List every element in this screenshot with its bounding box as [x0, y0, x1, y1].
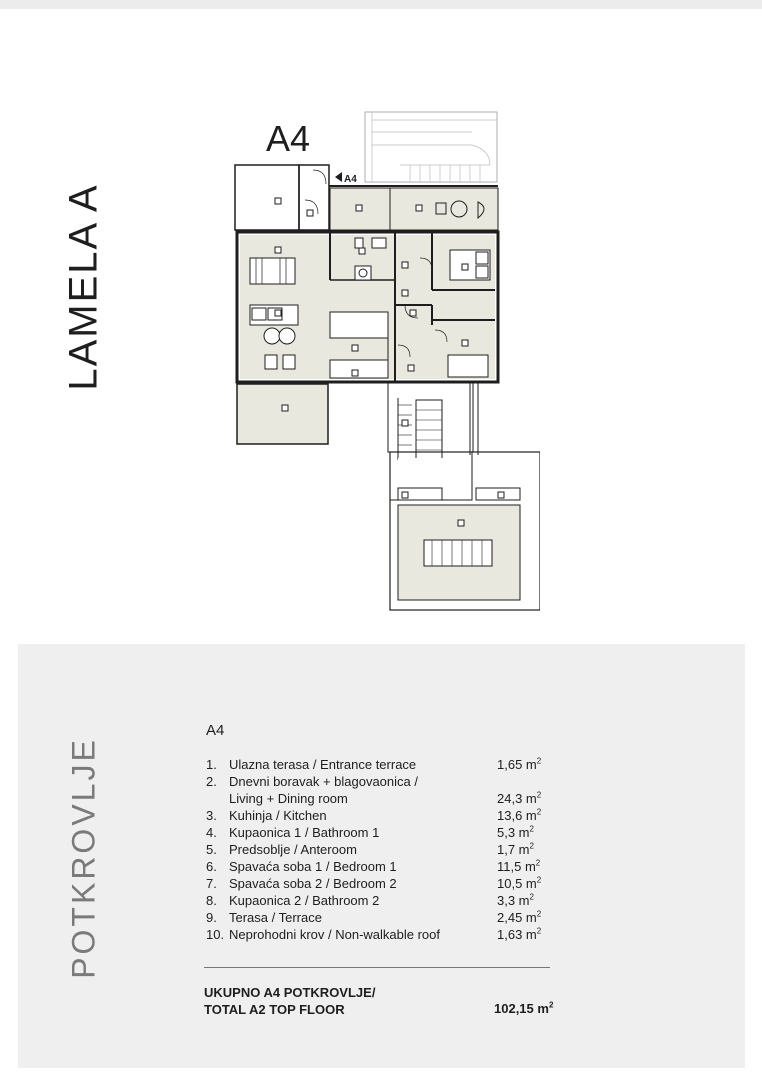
room-item — [206, 892, 566, 909]
floor-plan — [220, 108, 540, 613]
room-area: 3,3 $m^2$ — [497, 892, 534, 908]
room-area: 10,5 $m^2$ — [497, 875, 542, 891]
room-name: Predsoblje / Anteroom — [229, 842, 357, 857]
room-name: Dnevni boravak + blagovaonica / Living + Dining room — [229, 774, 418, 806]
lamela-title: LAMELA A — [61, 183, 106, 391]
top-bar — [0, 0, 762, 9]
room-number: 1. — [206, 757, 217, 772]
room-area: 24,3 $m^2$ — [497, 790, 542, 806]
room-number: 5. — [206, 842, 217, 857]
room-item — [206, 858, 566, 875]
room-item — [206, 773, 566, 807]
room-item — [206, 875, 566, 892]
room-area: 13,6 $m^2$ — [497, 807, 542, 823]
room-name: Neprohodni krov / Non-walkable roof — [229, 927, 440, 942]
room-area: 1,63 $m^2$ — [497, 926, 542, 942]
room-item — [206, 807, 566, 824]
room-item — [206, 909, 566, 926]
room-name: Ulazna terasa / Entrance terrace — [229, 757, 417, 772]
room-number: 9. — [206, 910, 217, 925]
room-name: Spavaća soba 2 / Bedroom 2 — [229, 876, 397, 891]
room-number: 7. — [206, 876, 217, 891]
room-area: 2,45 $m^2$ — [497, 909, 542, 925]
legend-unit-title: A4 — [206, 722, 225, 739]
room-number: 10. — [206, 927, 225, 942]
room-name: Terasa / Terrace — [229, 910, 322, 925]
entrance-marker: A4 — [344, 174, 357, 185]
total-area: 102,15 $m^2$ — [494, 1000, 554, 1016]
room-name: Kupaonica 1 / Bathroom 1 — [229, 825, 380, 840]
unit-label: A4 — [266, 118, 311, 159]
room-number: 8. — [206, 893, 217, 908]
room-number: 6. — [206, 859, 217, 874]
total-label: UKUPNO A4 POTKROVLJE/ TOTAL A2 TOP FLOOR — [204, 985, 376, 1017]
room-name: Kuhinja / Kitchen — [229, 808, 327, 823]
room-item — [206, 841, 566, 858]
floor-title: POTKROVLJE — [65, 737, 102, 979]
room-area: 1,7 $m^2$ — [497, 841, 534, 857]
room-area: 5,3 $m^2$ — [497, 824, 534, 840]
room-item — [206, 926, 566, 943]
room-item — [206, 756, 566, 773]
room-name: Spavaća soba 1 / Bedroom 1 — [229, 859, 397, 874]
room-area: 11,5 $m^2$ — [497, 858, 541, 874]
room-number: 3. — [206, 808, 217, 823]
room-name: Kupaonica 2 / Bathroom 2 — [229, 893, 380, 908]
total-divider — [204, 967, 550, 968]
room-number: 2. — [206, 774, 217, 789]
room-area: 1,65 $m^2$ — [497, 756, 542, 772]
room-item — [206, 824, 566, 841]
room-number: 4. — [206, 825, 217, 840]
room-list — [206, 756, 566, 943]
